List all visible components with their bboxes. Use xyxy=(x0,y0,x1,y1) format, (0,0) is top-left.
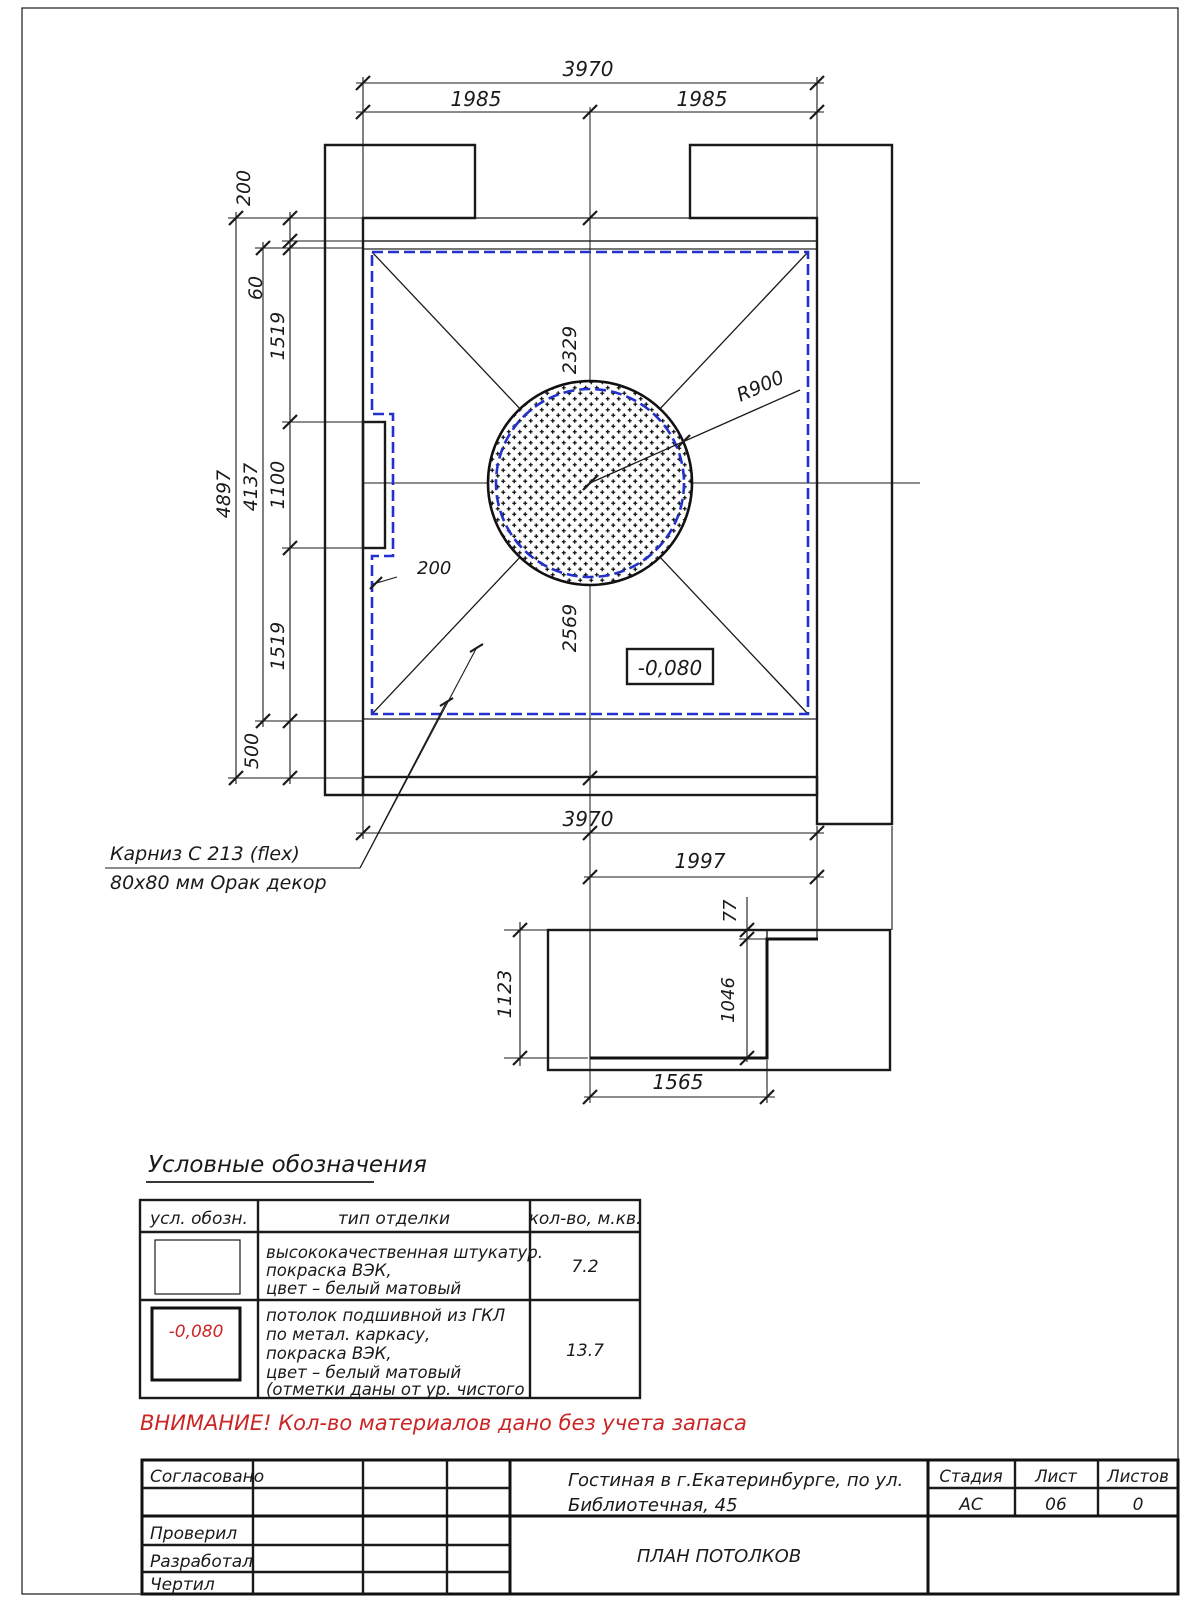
dim-top-right-half: 1985 xyxy=(676,87,728,111)
legend-row2-line3: покраска ВЭК, xyxy=(266,1344,392,1363)
titleblock-sheet-value: 06 xyxy=(1045,1495,1067,1515)
titleblock-developed: Разработал xyxy=(150,1552,253,1572)
legend-row2-line4: цвет – белый матовый xyxy=(266,1363,462,1382)
dim-lower-1565: 1565 xyxy=(652,1070,704,1094)
legend-row1-line3: цвет – белый матовый xyxy=(266,1279,462,1298)
lower-plaster-border xyxy=(590,939,818,1058)
legend-row2-line5: (отметки даны от ур. чистого xyxy=(266,1380,525,1399)
legend-row1-line1: высококачественная штукатур. xyxy=(266,1243,544,1262)
dim-top-total: 3970 xyxy=(562,57,614,81)
titleblock-drawn: Чертил xyxy=(150,1575,215,1595)
titleblock-project-line2: Библиотечная, 45 xyxy=(568,1495,738,1516)
dim-left-4137: 4137 xyxy=(240,462,262,512)
legend-header-symbol: усл. обозн. xyxy=(150,1209,248,1229)
titleblock-sheet-label: Лист xyxy=(1035,1467,1077,1486)
dim-radius: R900 xyxy=(733,366,788,407)
legend-row1-line2: покраска ВЭК, xyxy=(266,1261,392,1280)
titleblock-project-line1: Гостиная в г.Екатеринбурге, по ул. xyxy=(568,1470,904,1491)
pilaster xyxy=(363,422,385,548)
legend-title: Условные обозначения xyxy=(148,1152,427,1178)
dim-left-1519b: 1519 xyxy=(267,621,289,671)
legend-row2-line2: по метал. каркасу, xyxy=(266,1325,431,1344)
titleblock-doc-title: ПЛАН ПОТОЛКОВ xyxy=(636,1546,802,1567)
legend xyxy=(140,1152,641,1399)
dim-bottom-total: 3970 xyxy=(562,807,614,831)
dim-left-1100: 1100 xyxy=(267,460,289,510)
legend-swatch-gkl-label: -0,080 xyxy=(168,1322,224,1342)
dim-pilaster-200: 200 xyxy=(417,558,452,579)
legend-row1-qty: 7.2 xyxy=(571,1257,599,1277)
dim-lower-1997: 1997 xyxy=(674,849,726,873)
legend-swatch-plaster xyxy=(155,1240,240,1294)
legend-swatch-gkl xyxy=(152,1308,240,1380)
dim-center-upper: 2329 xyxy=(559,325,581,375)
dim-lower-1046: 1046 xyxy=(718,977,739,1023)
cornice-note-line2: 80х80 мм Орак декор xyxy=(110,872,327,894)
titleblock-sheets-label: Листов xyxy=(1107,1467,1169,1486)
legend-row2-line1: потолок подшивной из ГКЛ xyxy=(266,1306,506,1325)
dim-lower-77: 77 xyxy=(720,899,741,923)
dim-left-4897: 4897 xyxy=(213,469,235,519)
level-mark-text: -0,080 xyxy=(637,656,703,680)
main-plan xyxy=(325,107,920,1103)
dim-top-left-half: 1985 xyxy=(450,87,502,111)
titleblock-approved: Согласовано xyxy=(150,1467,265,1487)
dims-left xyxy=(213,170,363,785)
cornice-note xyxy=(105,644,483,894)
dim-center-lower: 2569 xyxy=(559,603,581,653)
legend-header-type: тип отделки xyxy=(337,1209,451,1229)
dim-left-1519a: 1519 xyxy=(267,311,289,361)
dims-bottom xyxy=(356,783,892,930)
titleblock-sheets-value: 0 xyxy=(1132,1495,1144,1515)
lower-plan xyxy=(494,849,890,1104)
lower-plaster-area xyxy=(590,930,767,1058)
warning-text: ВНИМАНИЕ! Кол-во материалов дано без учета запаса xyxy=(140,1411,747,1435)
dim-left-60: 60 xyxy=(245,275,267,301)
legend-row2-qty: 13.7 xyxy=(566,1341,604,1361)
titleblock-stage-label: Стадия xyxy=(939,1467,1003,1486)
legend-header-qty: кол-во, м.кв. xyxy=(528,1209,642,1229)
wall-right xyxy=(690,145,892,824)
dim-left-200: 200 xyxy=(233,169,255,207)
cornice-note-line1: Карниз С 213 (flex) xyxy=(110,843,300,865)
title-block xyxy=(142,1460,1178,1595)
titleblock-checked: Проверил xyxy=(150,1524,238,1544)
dim-lower-1123: 1123 xyxy=(494,969,516,1019)
dim-left-500: 500 xyxy=(241,732,263,770)
titleblock-stage-value: АС xyxy=(959,1495,983,1515)
